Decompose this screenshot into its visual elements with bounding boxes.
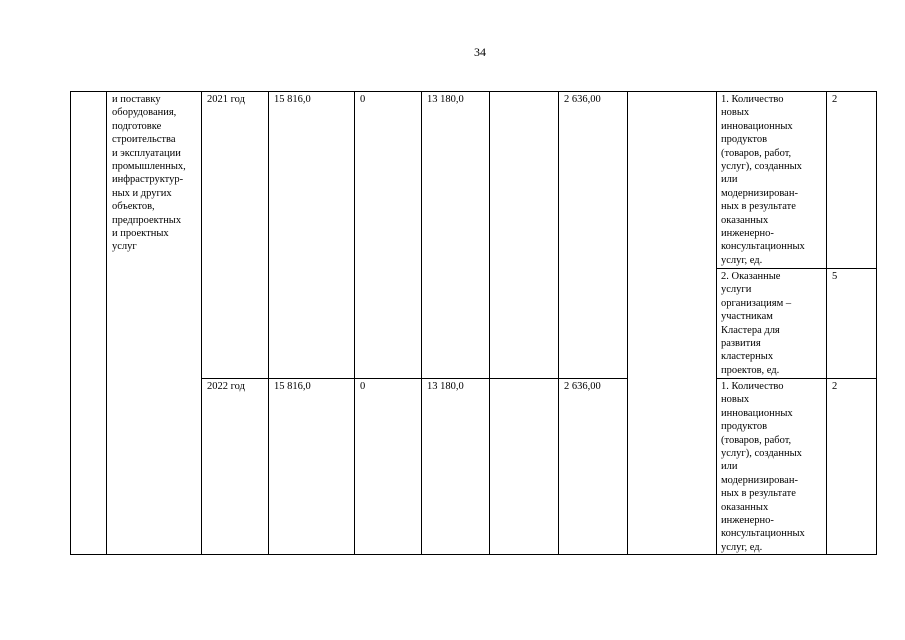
value-cell-a: 0 [360,94,366,105]
value-cell-a: 0 [360,381,366,392]
value-cell-b: 13 180,0 [427,94,464,105]
year-cell: 2022 год [207,381,245,392]
total-cell: 15 816,0 [274,381,311,392]
year-cell: 2021 год [207,94,245,105]
description-cell: и поставку оборудования, подготовке строительства и эксплуатации промышленных, инфраструктур- ных и других объектов, предпроектных и проектных услуг [112,94,186,253]
indicator-value: 5 [832,271,838,282]
indicator-text: 1. Количество новых инновационных продуктов (товаров, работ, услуг), созданных или модернизирован- ных в результате оказанных инженерно- консультационных услуг, ед. [721,94,805,266]
indicator-text: 1. Количество новых инновационных продуктов (товаров, работ, услуг), созданных или модернизирован- ных в результате оказанных инженерно- консультационных услуг, ед. [721,381,805,553]
value-cell-d: 2 636,00 [564,94,601,105]
value-cell-b: 13 180,0 [427,381,464,392]
indicator-value: 2 [832,381,838,392]
total-cell: 15 816,0 [274,94,311,105]
indicator-value: 2 [832,94,838,105]
page-number: 34 [474,45,486,59]
indicator-text: 2. Оказанные услуги организациям – участникам Кластера для развития кластерных проектов, ед. [721,271,792,376]
value-cell-d: 2 636,00 [564,381,601,392]
